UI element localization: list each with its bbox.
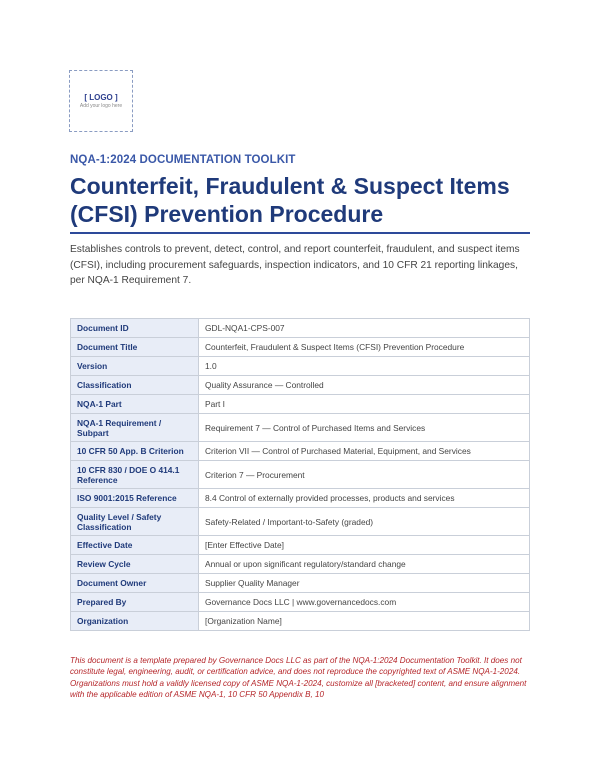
metadata-key: Prepared By bbox=[71, 593, 199, 612]
metadata-key: NQA-1 Part bbox=[71, 395, 199, 414]
document-title: Counterfeit, Fraudulent & Suspect Items (CFSI) Prevention Procedure bbox=[70, 173, 510, 227]
table-row bbox=[71, 376, 530, 395]
metadata-value: Quality Assurance — Controlled bbox=[199, 376, 530, 395]
metadata-value: Counterfeit, Fraudulent & Suspect Items (CFSI) Prevention Procedure bbox=[199, 338, 530, 357]
metadata-key: Review Cycle bbox=[71, 555, 199, 574]
metadata-value: 1.0 bbox=[199, 357, 530, 376]
document-metadata-table bbox=[70, 318, 530, 631]
table-row bbox=[71, 461, 530, 489]
metadata-key: Document ID bbox=[71, 319, 199, 338]
logo-sublabel: Add your logo here bbox=[79, 102, 123, 109]
table-row bbox=[71, 574, 530, 593]
metadata-value: [Organization Name] bbox=[199, 612, 530, 631]
logo-placeholder bbox=[69, 70, 133, 132]
metadata-key: Classification bbox=[71, 376, 199, 395]
table-row bbox=[71, 593, 530, 612]
metadata-key: Organization bbox=[71, 612, 199, 631]
document-description: Establishes controls to prevent, detect, control, and report counterfeit, fraudulent, and suspect items (CFSI), including procurement safeguards, inspection indicators, and 10 CFR 21 reporting linkages, per NQA-1 Requirement 7. bbox=[70, 244, 520, 286]
metadata-key: 10 CFR 50 App. B Criterion bbox=[71, 442, 199, 461]
metadata-key: NQA-1 Requirement / Subpart bbox=[71, 414, 199, 442]
metadata-key: Version bbox=[71, 357, 199, 376]
metadata-value: Supplier Quality Manager bbox=[199, 574, 530, 593]
disclaimer-text: This document is a template prepared by Governance Docs LLC as part of the NQA-1:2024 Documentation Toolkit. It does not constitute legal, engineering, audit, or certification advice, and does not reproduce the copyrighted text of ASME NQA-1-2024. Organizations must hold a validly licensed copy of ASME NQA-1-2024, customize all [bracketed] content, and ensure alignment with the applicable edition of ASME NQA-1, 10 CFR 50 Appendix B, 10 bbox=[70, 656, 527, 700]
metadata-value: Criterion VII — Control of Purchased Material, Equipment, and Services bbox=[199, 442, 530, 461]
title-divider bbox=[70, 232, 530, 234]
table-row bbox=[71, 395, 530, 414]
table-row bbox=[71, 442, 530, 461]
metadata-key: Document Owner bbox=[71, 574, 199, 593]
metadata-value: GDL-NQA1-CPS-007 bbox=[199, 319, 530, 338]
metadata-key: ISO 9001:2015 Reference bbox=[71, 489, 199, 508]
table-row bbox=[71, 414, 530, 442]
metadata-key: 10 CFR 830 / DOE O 414.1 Reference bbox=[71, 461, 199, 489]
toolkit-label: NQA-1:2024 DOCUMENTATION TOOLKIT bbox=[70, 154, 296, 166]
table-row bbox=[71, 338, 530, 357]
metadata-value: Part I bbox=[199, 395, 530, 414]
metadata-value: [Enter Effective Date] bbox=[199, 536, 530, 555]
metadata-value: Annual or upon significant regulatory/standard change bbox=[199, 555, 530, 574]
table-row bbox=[71, 555, 530, 574]
table-row bbox=[71, 319, 530, 338]
metadata-value: Safety-Related / Important-to-Safety (graded) bbox=[199, 508, 530, 536]
table-row bbox=[71, 536, 530, 555]
metadata-key: Quality Level / Safety Classification bbox=[71, 508, 199, 536]
metadata-value: Requirement 7 — Control of Purchased Items and Services bbox=[199, 414, 530, 442]
metadata-key: Document Title bbox=[71, 338, 199, 357]
table-row bbox=[71, 612, 530, 631]
metadata-value: Criterion 7 — Procurement bbox=[199, 461, 530, 489]
table-row bbox=[71, 489, 530, 508]
metadata-value: Governance Docs LLC | www.governancedocs.com bbox=[199, 593, 530, 612]
table-row bbox=[71, 357, 530, 376]
metadata-key: Effective Date bbox=[71, 536, 199, 555]
logo-label: [ LOGO ] bbox=[84, 92, 118, 102]
metadata-value: 8.4 Control of externally provided processes, products and services bbox=[199, 489, 530, 508]
table-row bbox=[71, 508, 530, 536]
